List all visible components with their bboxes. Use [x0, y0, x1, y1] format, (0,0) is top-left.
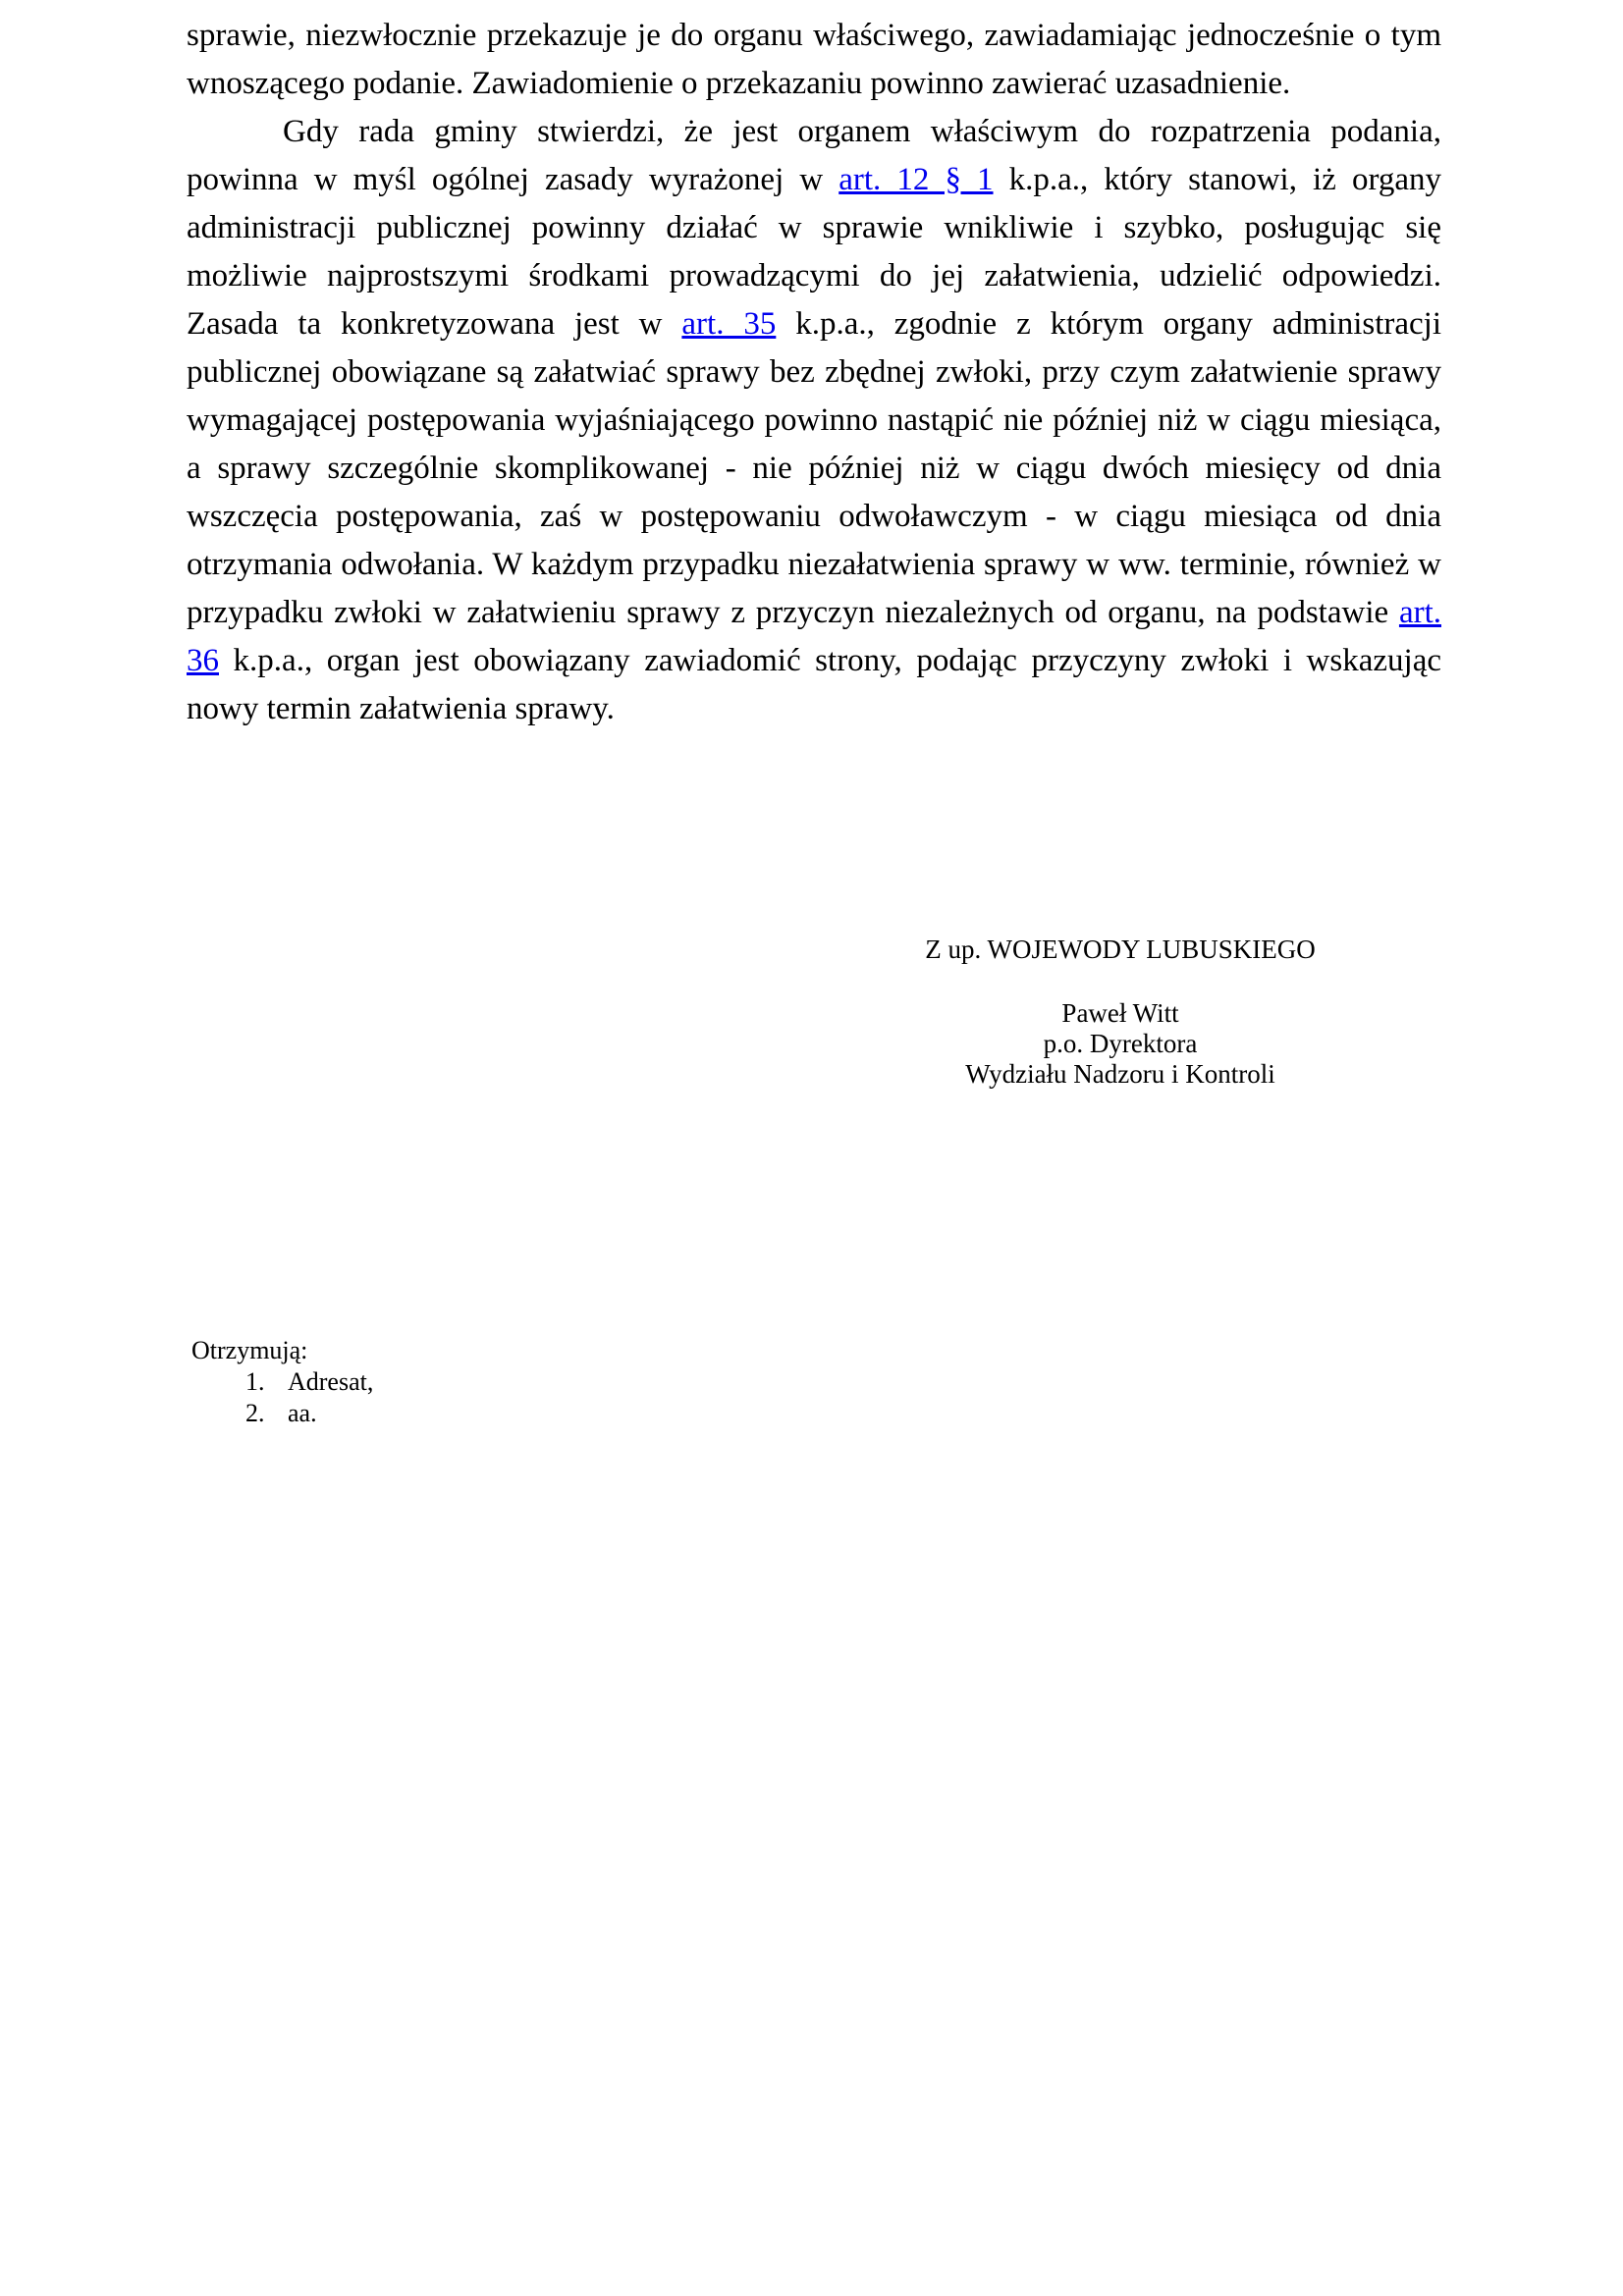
list-item-number: 1.	[245, 1367, 265, 1396]
legal-reference-link-art-12[interactable]: art. 12 § 1	[839, 162, 994, 197]
signature-block	[919, 934, 1322, 1090]
signature-authority-line: Z up. WOJEWODY LUBUSKIEGO	[925, 934, 1316, 964]
distribution-list	[191, 1335, 373, 1429]
signatory-title-line1: p.o. Dyrektora	[1043, 1029, 1198, 1058]
distribution-list-label: Otrzymują:	[191, 1336, 308, 1364]
paragraph-main	[187, 108, 1441, 733]
letter-body	[187, 12, 1441, 733]
signatory-name: Paweł Witt	[1061, 998, 1179, 1028]
list-item-text: Adresat,	[288, 1367, 374, 1396]
paragraph-main-part2: k.p.a., który stanowi, iż organy administracji publicznej powinny działać w sprawie wnikliwie i szybko, posługując się możliwie najprostszymi środkami prowadzącymi do jej załatwienia, udzielić odpowiedzi. Zasada ta konkretyzowana jest w	[187, 162, 1441, 342]
signatory-title-line2: Wydziału Nadzoru i Kontroli	[965, 1059, 1275, 1089]
list-item	[245, 1398, 373, 1429]
paragraph-main-part3: k.p.a., zgodnie z którym organy administracji publicznej obowiązane są załatwiać sprawy bez zbędnej zwłoki, przy czym załatwienie sprawy wymagającej postępowania wyjaśniającego powinno nastąpić nie później niż w ciągu miesiąca, a sprawy szczególnie skomplikowanej - nie później niż w ciągu dwóch miesięcy od dnia wszczęcia postępowania, zaś w postępowaniu odwoławczym - w ciągu miesiąca od dnia otrzymania odwołania. W każdym przypadku niezałatwienia sprawy w ww. terminie, również w przypadku zwłoki w załatwieniu sprawy z przyczyn niezależnych od organu, na podstawie	[187, 306, 1441, 630]
distribution-list-items	[191, 1366, 373, 1429]
list-item-number: 2.	[245, 1399, 265, 1427]
legal-reference-link-art-35[interactable]: art. 35	[681, 306, 777, 342]
list-item	[245, 1366, 373, 1398]
legal-reference-link-art-36[interactable]: art. 36	[187, 595, 1441, 678]
paragraph-main-part1: Gdy rada gminy stwierdzi, że jest organem właściwym do rozpatrzenia podania, powinna w myśl ogólnej zasady wyrażonej w	[187, 114, 1441, 197]
paragraph-main-part4: k.p.a., organ jest obowiązany zawiadomić strony, podając przyczyny zwłoki i wskazując nowy termin załatwienia sprawy.	[187, 643, 1441, 726]
paragraph-continuation: sprawie, niezwłocznie przekazuje je do organu właściwego, zawiadamiając jednocześnie o tym wnoszącego podanie. Zawiadomienie o przekazaniu powinno zawierać uzasadnienie.	[187, 18, 1441, 101]
list-item-text: aa.	[288, 1399, 317, 1427]
